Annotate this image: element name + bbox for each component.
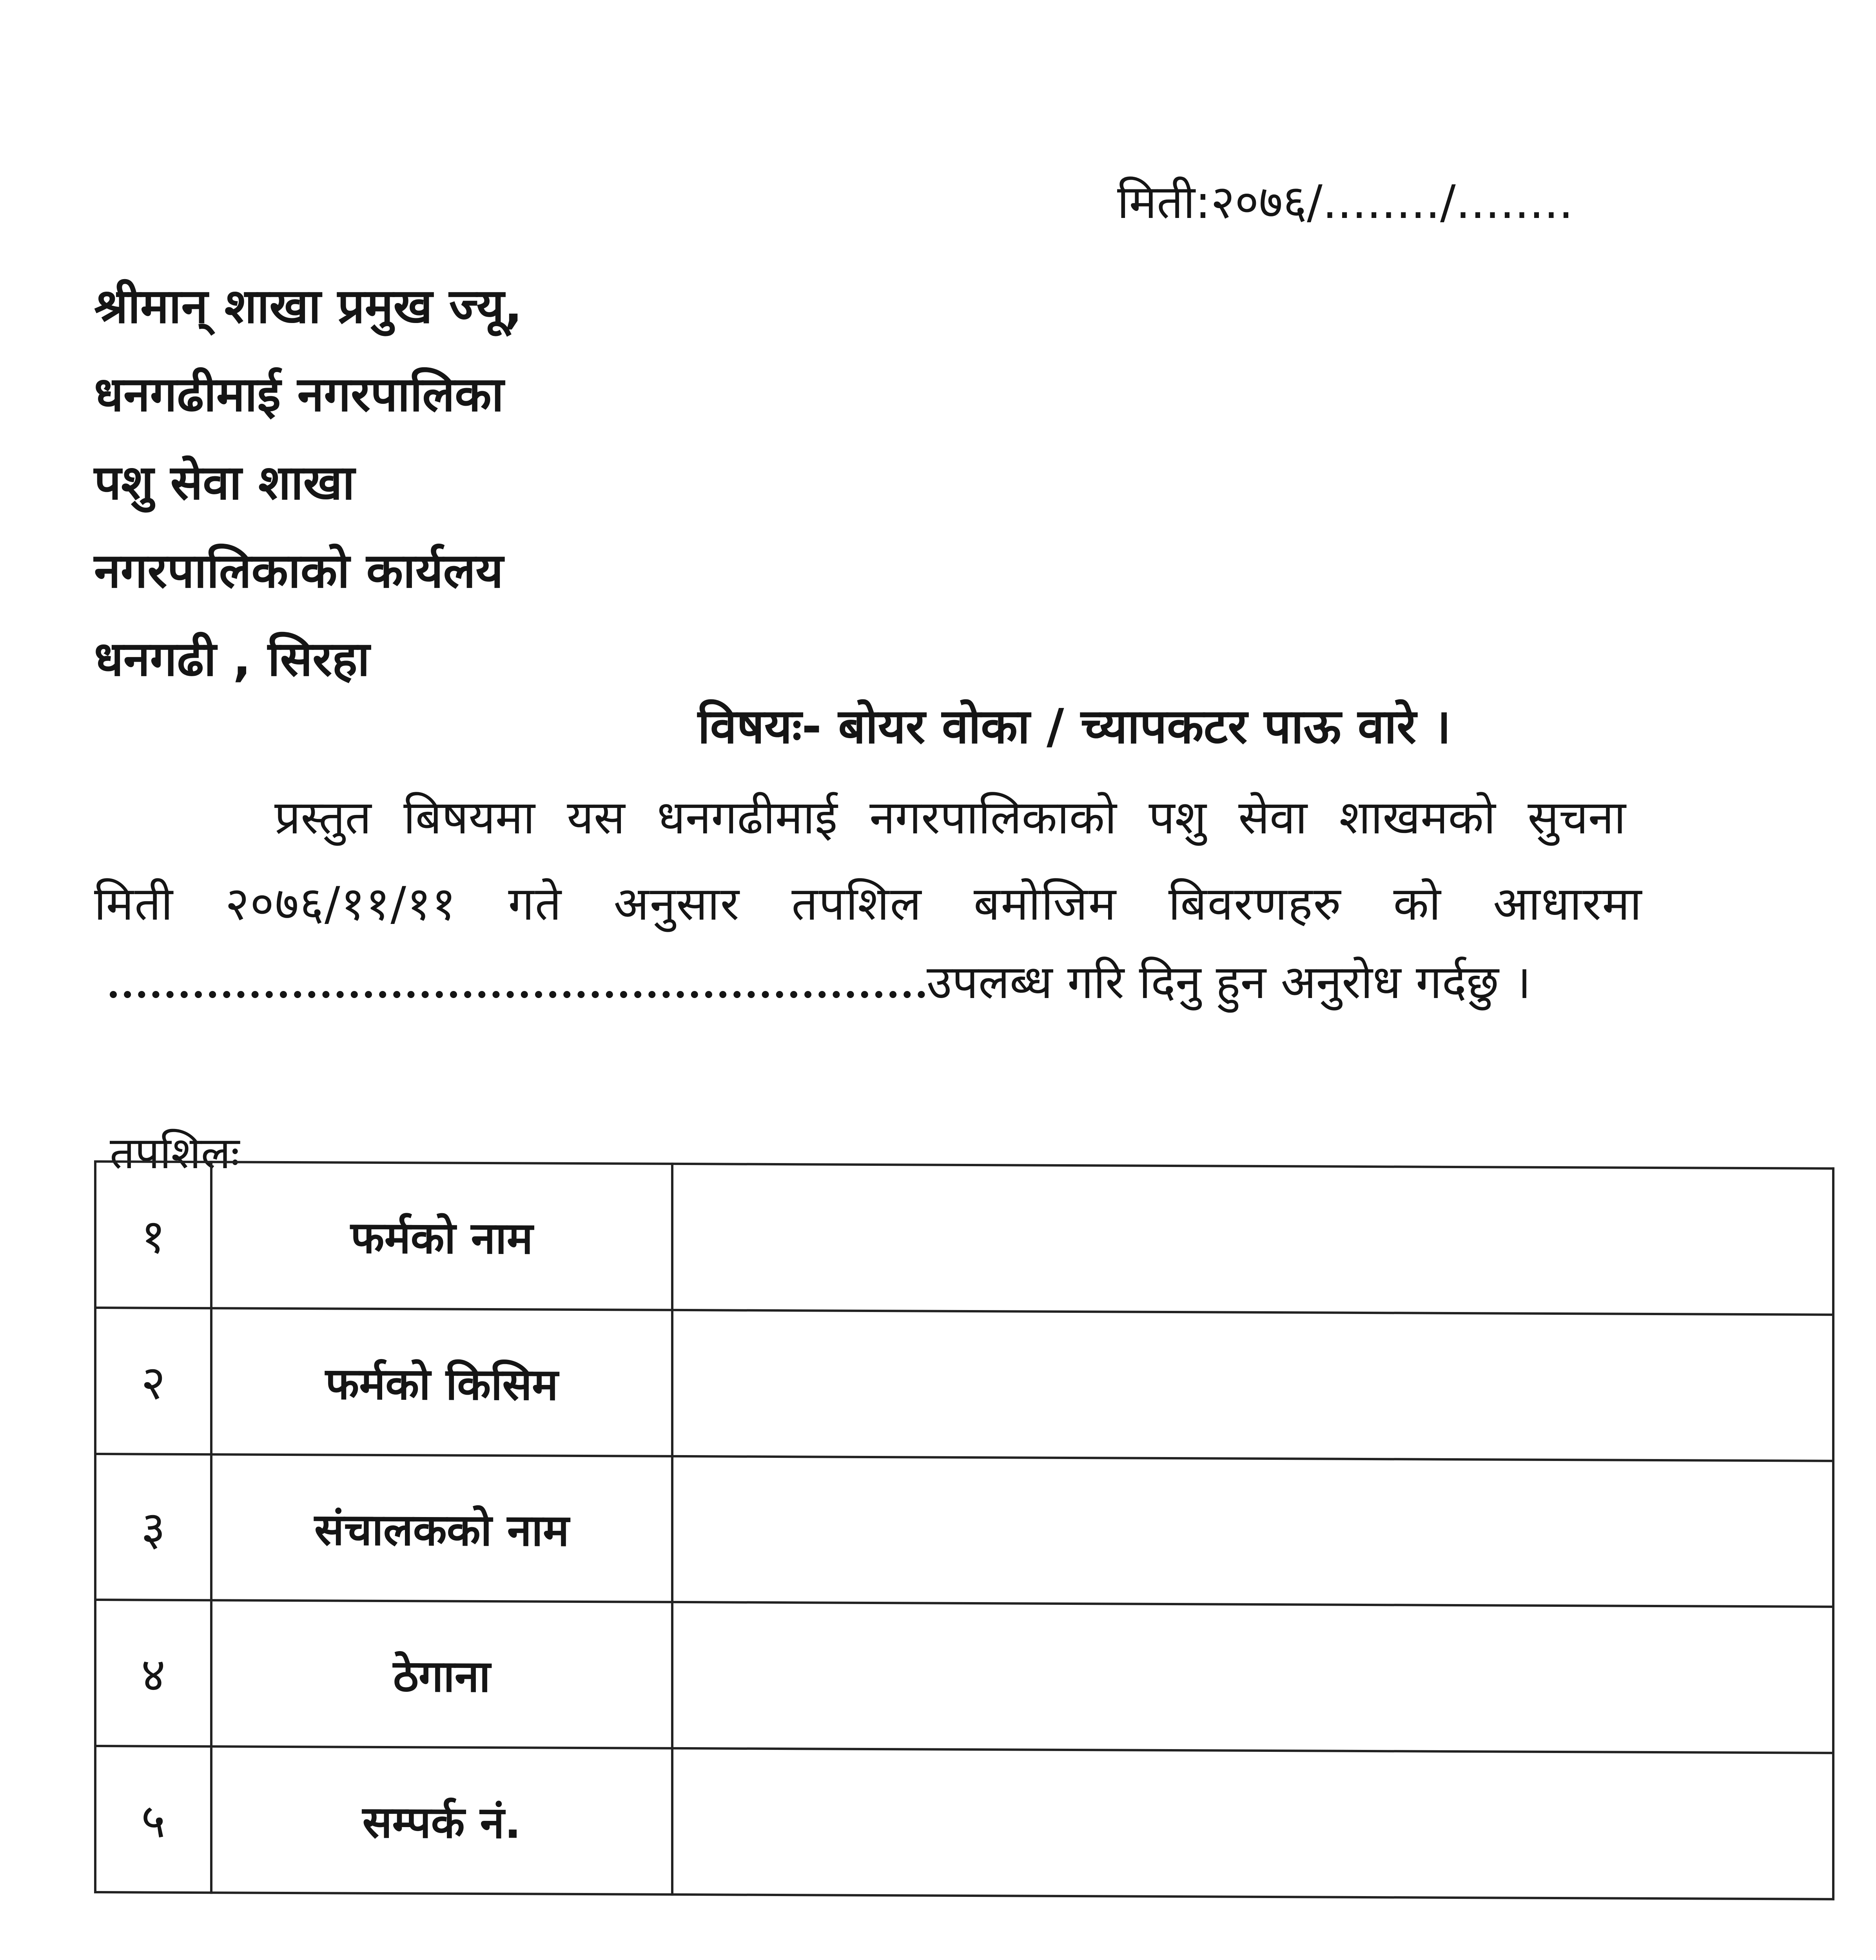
address-line-office: नगरपालिकाको कार्यलय: [94, 543, 504, 599]
body-line-1: प्रस्तुत बिषयमा यस धनगढीमाई नगरपालिकाको पशु सेवा शाखमको सुचना: [274, 790, 1626, 844]
details-table: [94, 1160, 1834, 1900]
row-label: सम्पर्क नं.: [211, 1746, 672, 1895]
date-line: मिती:२०७६/......../........: [1117, 175, 1573, 229]
row-value-field[interactable]: [672, 1164, 1833, 1315]
body-line-3: [110, 949, 1531, 1012]
row-value-field[interactable]: [672, 1310, 1833, 1461]
body-line-2: मिती २०७६/११/११ गते अनुसार तपशिल बमोजिम बिवरणहरु को आधारमा: [94, 877, 1643, 931]
address-line-salutation: श्रीमान् शाखा प्रमुख ज्यू,: [94, 278, 523, 334]
row-number: ४: [95, 1600, 211, 1746]
row-number: २: [95, 1308, 211, 1454]
table-row: [95, 1746, 1833, 1899]
address-line-branch: पशु सेवा शाखा: [94, 455, 355, 510]
schedule-label: तपशिलः: [110, 1128, 240, 1179]
row-value-field[interactable]: [672, 1602, 1833, 1753]
fill-in-blank-dotted-line: [110, 975, 925, 998]
row-label: संचालकको नाम: [211, 1454, 672, 1602]
row-number: ३: [95, 1454, 211, 1601]
body-line-3-text: उपलब्ध गरि दिनु हुन अनुरोध गर्दछु ।: [927, 955, 1531, 1009]
row-number: ५: [95, 1746, 211, 1893]
address-line-municipality: धनगढीमाई नगरपालिका: [94, 367, 504, 422]
table-row: [95, 1308, 1833, 1461]
row-number: १: [95, 1161, 211, 1308]
table-row: [95, 1161, 1833, 1315]
row-value-field[interactable]: [672, 1748, 1833, 1899]
row-label: ठेगाना: [211, 1601, 672, 1749]
row-label: फर्मको नाम: [211, 1162, 672, 1310]
table-row: [95, 1454, 1833, 1607]
subject-line: विषयः- बोयर वोका / च्यापकटर पाऊ वारे ।: [698, 699, 1451, 754]
address-line-location: धनगढी , सिरहा: [94, 631, 370, 687]
row-label: फर्मको किसिम: [211, 1308, 672, 1456]
table-row: [95, 1600, 1833, 1753]
row-value-field[interactable]: [672, 1456, 1833, 1607]
